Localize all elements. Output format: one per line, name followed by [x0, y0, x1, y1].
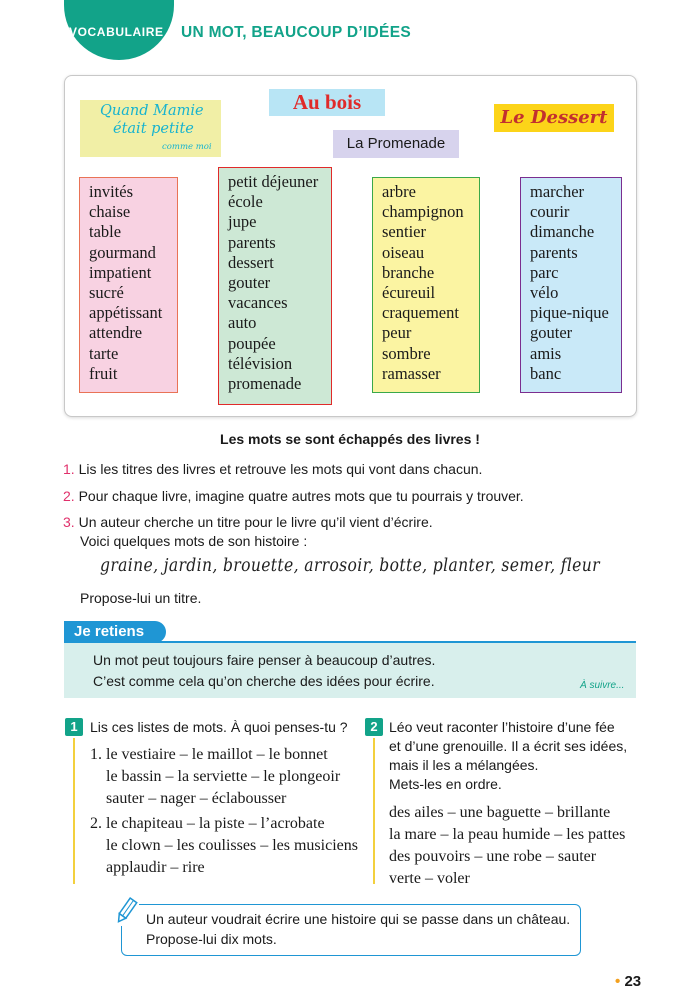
- word-item: appétissant: [89, 303, 163, 323]
- exercise-2-words-2: la mare – la peau humide – les pattes: [389, 826, 626, 843]
- word-item: peur: [382, 323, 412, 343]
- question-3: [63, 514, 433, 530]
- question-3-number: 3.: [63, 514, 75, 530]
- exercise-1-list2-line1: 2. le chapiteau – la piste – l’acrobate: [90, 815, 325, 832]
- exercise-2-line4: Mets-les en ordre.: [389, 776, 502, 792]
- exercise-2-line3: mais il les a mélangées.: [389, 757, 539, 773]
- exercise-1-list1-line2: le bassin – la serviette – le plongeoir: [106, 768, 341, 785]
- book-title-dessert: Le Dessert: [494, 104, 614, 132]
- word-item: petit déjeuner: [228, 172, 319, 191]
- exercise-1-list2-line3: applaudir – rire: [106, 859, 205, 876]
- book-title-mamie-line2: était petite: [113, 121, 194, 137]
- word-item: ramasser: [382, 363, 441, 383]
- word-item: sentier: [382, 222, 426, 242]
- exercise-1-prompt: Lis ces listes de mots. À quoi penses-tu ?: [90, 719, 348, 735]
- word-item: vacances: [228, 293, 288, 313]
- book-title-mamie-line1: Quand Mamie: [100, 103, 204, 119]
- word-item: jupe: [228, 212, 257, 232]
- retiens-box: [64, 642, 636, 698]
- word-item: parents: [530, 242, 578, 262]
- word-item: fruit: [89, 363, 118, 383]
- question-2-text: Pour chaque livre, imagine quatre autres mots que tu pourrais y trouver.: [78, 488, 524, 504]
- word-item: invités: [89, 182, 133, 201]
- word-item: sucré: [89, 283, 124, 303]
- exercise-1-list2-line2: le clown – les coulisses – les musiciens: [106, 837, 358, 854]
- word-item: dimanche: [530, 222, 595, 242]
- word-item: gouter: [530, 323, 573, 343]
- book-title-mamie: [80, 100, 221, 157]
- word-item: banc: [530, 363, 562, 383]
- question-1-text: Lis les titres des livres et retrouve les mots qui vont dans chacun.: [78, 461, 483, 477]
- section-tag: VOCABULAIRE: [69, 25, 164, 39]
- exercise-2-line1: Léo veut raconter l’histoire d’une fée: [389, 719, 615, 735]
- word-item: impatient: [89, 262, 152, 282]
- word-item: parents: [228, 232, 276, 252]
- exercise-1-list1-line3: sauter – nager – éclabousser: [106, 790, 287, 807]
- word-list-4: [520, 177, 622, 393]
- word-item: dessert: [228, 252, 274, 272]
- word-item: vélo: [530, 283, 559, 303]
- word-list-3: [372, 177, 480, 393]
- exercise-1-list1-line1: 1. le vestiaire – le maillot – le bonnet: [90, 746, 328, 763]
- book-title-promenade: La Promenade: [333, 130, 459, 158]
- word-item: arbre: [382, 182, 416, 201]
- book-title-mamie-line3: comme moi: [162, 142, 212, 152]
- word-item: craquement: [382, 303, 459, 323]
- question-3-text: Un auteur cherche un titre pour le livre qu’il vient d’écrire.: [78, 514, 433, 530]
- question-3-line3: Propose-lui un titre.: [80, 590, 202, 606]
- question-2-number: 2.: [63, 488, 75, 504]
- writing-task-line-2: Propose-lui dix mots.: [146, 931, 277, 947]
- activity-heading: Les mots se sont échappés des livres !: [220, 431, 480, 447]
- word-item: table: [89, 222, 122, 242]
- word-item: écureuil: [382, 283, 436, 303]
- page-number-value: 23: [624, 973, 642, 990]
- page-number-dot-icon: •: [615, 973, 621, 990]
- exercise-2-words-4: verte – voler: [389, 870, 470, 887]
- word-item: promenade: [228, 374, 302, 394]
- question-1: [63, 461, 482, 477]
- exercise-2-words-3: des pouvoirs – une robe – sauter: [389, 848, 597, 865]
- word-item: auto: [228, 313, 257, 333]
- word-item: attendre: [89, 323, 143, 343]
- word-item: courir: [530, 202, 570, 222]
- word-list-2: [218, 167, 332, 405]
- word-item: champignon: [382, 202, 464, 222]
- exercise-2-number: 2: [365, 718, 383, 736]
- pencil-icon: [113, 896, 139, 926]
- page-number: [615, 973, 641, 990]
- cursive-words: graine, jardin, brouette, arrosoir, botte, planter, semer, fleur: [100, 556, 600, 576]
- word-item: école: [228, 192, 263, 212]
- word-list-1: [79, 177, 178, 393]
- a-suivre: À suivre...: [580, 680, 625, 691]
- retiens-label: Je retiens: [64, 621, 166, 643]
- word-item: oiseau: [382, 242, 425, 262]
- word-item: pique-nique: [530, 303, 609, 323]
- writing-task-line-1: Un auteur voudrait écrire une histoire qui se passe dans un château.: [146, 911, 571, 927]
- word-item: marcher: [530, 182, 585, 201]
- word-item: sombre: [382, 343, 431, 363]
- word-item: tarte: [89, 343, 119, 363]
- exercise-2-words-1: des ailes – une baguette – brillante: [389, 804, 611, 821]
- word-item: branche: [382, 262, 435, 282]
- book-title-bois: Au bois: [269, 89, 385, 116]
- word-item: amis: [530, 343, 562, 363]
- page-title: UN MOT, BEAUCOUP D’IDÉES: [181, 24, 411, 41]
- question-1-number: 1.: [63, 461, 75, 477]
- retiens-line-2: C’est comme cela qu’on cherche des idées pour écrire.: [93, 673, 435, 689]
- word-item: poupée: [228, 333, 276, 353]
- word-item: gouter: [228, 273, 271, 293]
- word-item: gourmand: [89, 242, 156, 262]
- word-item: chaise: [89, 202, 131, 222]
- word-item: parc: [530, 262, 559, 282]
- exercise-1-bar: [73, 738, 75, 884]
- exercise-1-number: 1: [65, 718, 83, 736]
- question-2: [63, 488, 524, 504]
- word-item: télévision: [228, 353, 293, 373]
- exercise-2-bar: [373, 738, 375, 884]
- retiens-line-1: Un mot peut toujours faire penser à beaucoup d’autres.: [93, 652, 436, 668]
- exercise-2-line2: et d’une grenouille. Il a écrit ses idées,: [389, 738, 628, 754]
- question-3-line2: Voici quelques mots de son histoire :: [80, 533, 308, 549]
